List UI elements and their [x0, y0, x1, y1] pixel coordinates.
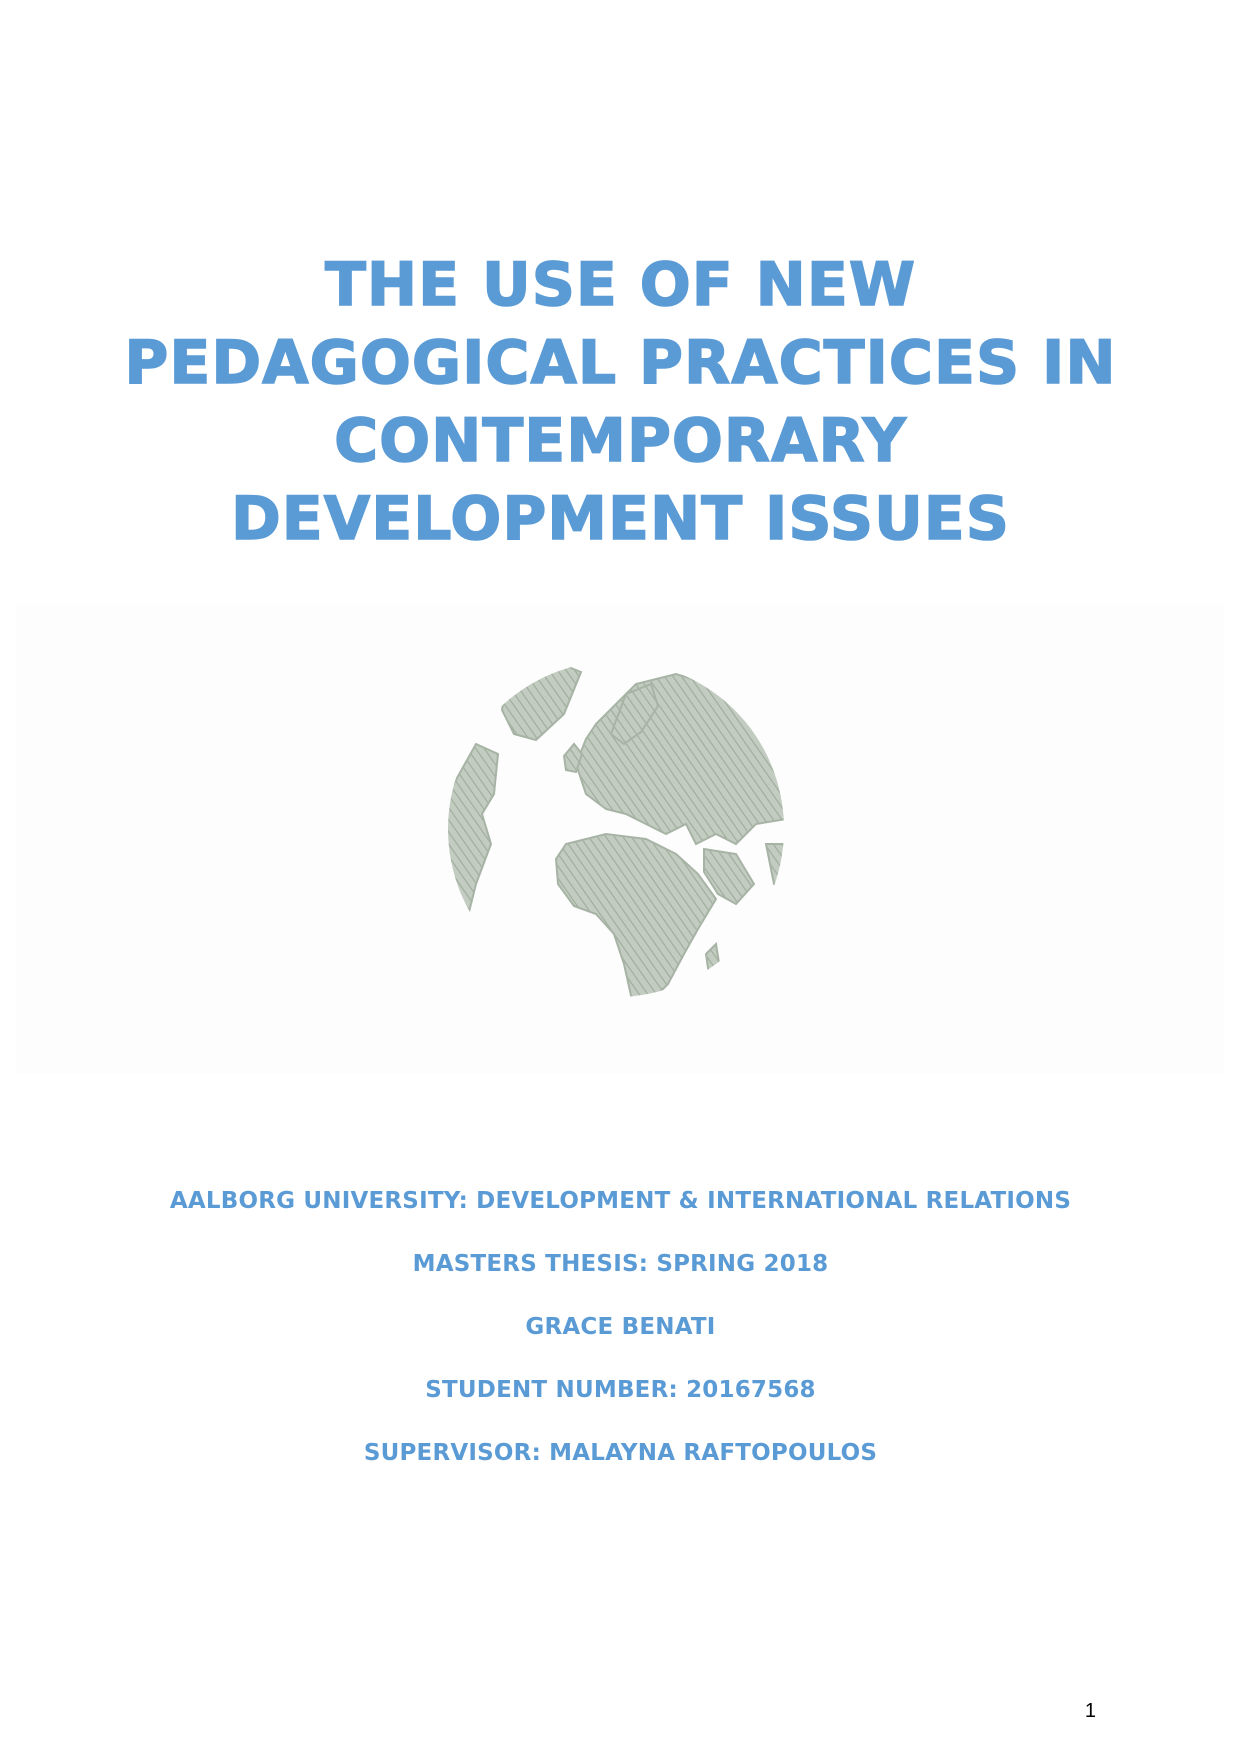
- title-line: THE USE OF NEW: [324, 250, 917, 320]
- globe-icon: [436, 644, 796, 1014]
- thesis-line: MASTERS THESIS: SPRING 2018: [412, 1251, 829, 1277]
- title-line: DEVELOPMENT ISSUES: [231, 484, 1010, 554]
- title-line: PEDAGOGICAL PRACTICES IN: [124, 328, 1117, 398]
- document-details: [0, 1181, 1241, 1496]
- document-title: [0, 246, 1241, 558]
- university-line: AALBORG UNIVERSITY: DEVELOPMENT & INTERNATIONAL RELATIONS: [169, 1188, 1072, 1214]
- author-line: GRACE BENATI: [525, 1314, 716, 1340]
- cover-illustration: [16, 604, 1224, 1074]
- student-number-line: STUDENT NUMBER: 20167568: [425, 1377, 816, 1403]
- supervisor-line: SUPERVISOR: MALAYNA RAFTOPOULOS: [363, 1440, 878, 1466]
- page-number: 1: [1084, 1700, 1096, 1722]
- title-line: CONTEMPORARY: [334, 406, 907, 476]
